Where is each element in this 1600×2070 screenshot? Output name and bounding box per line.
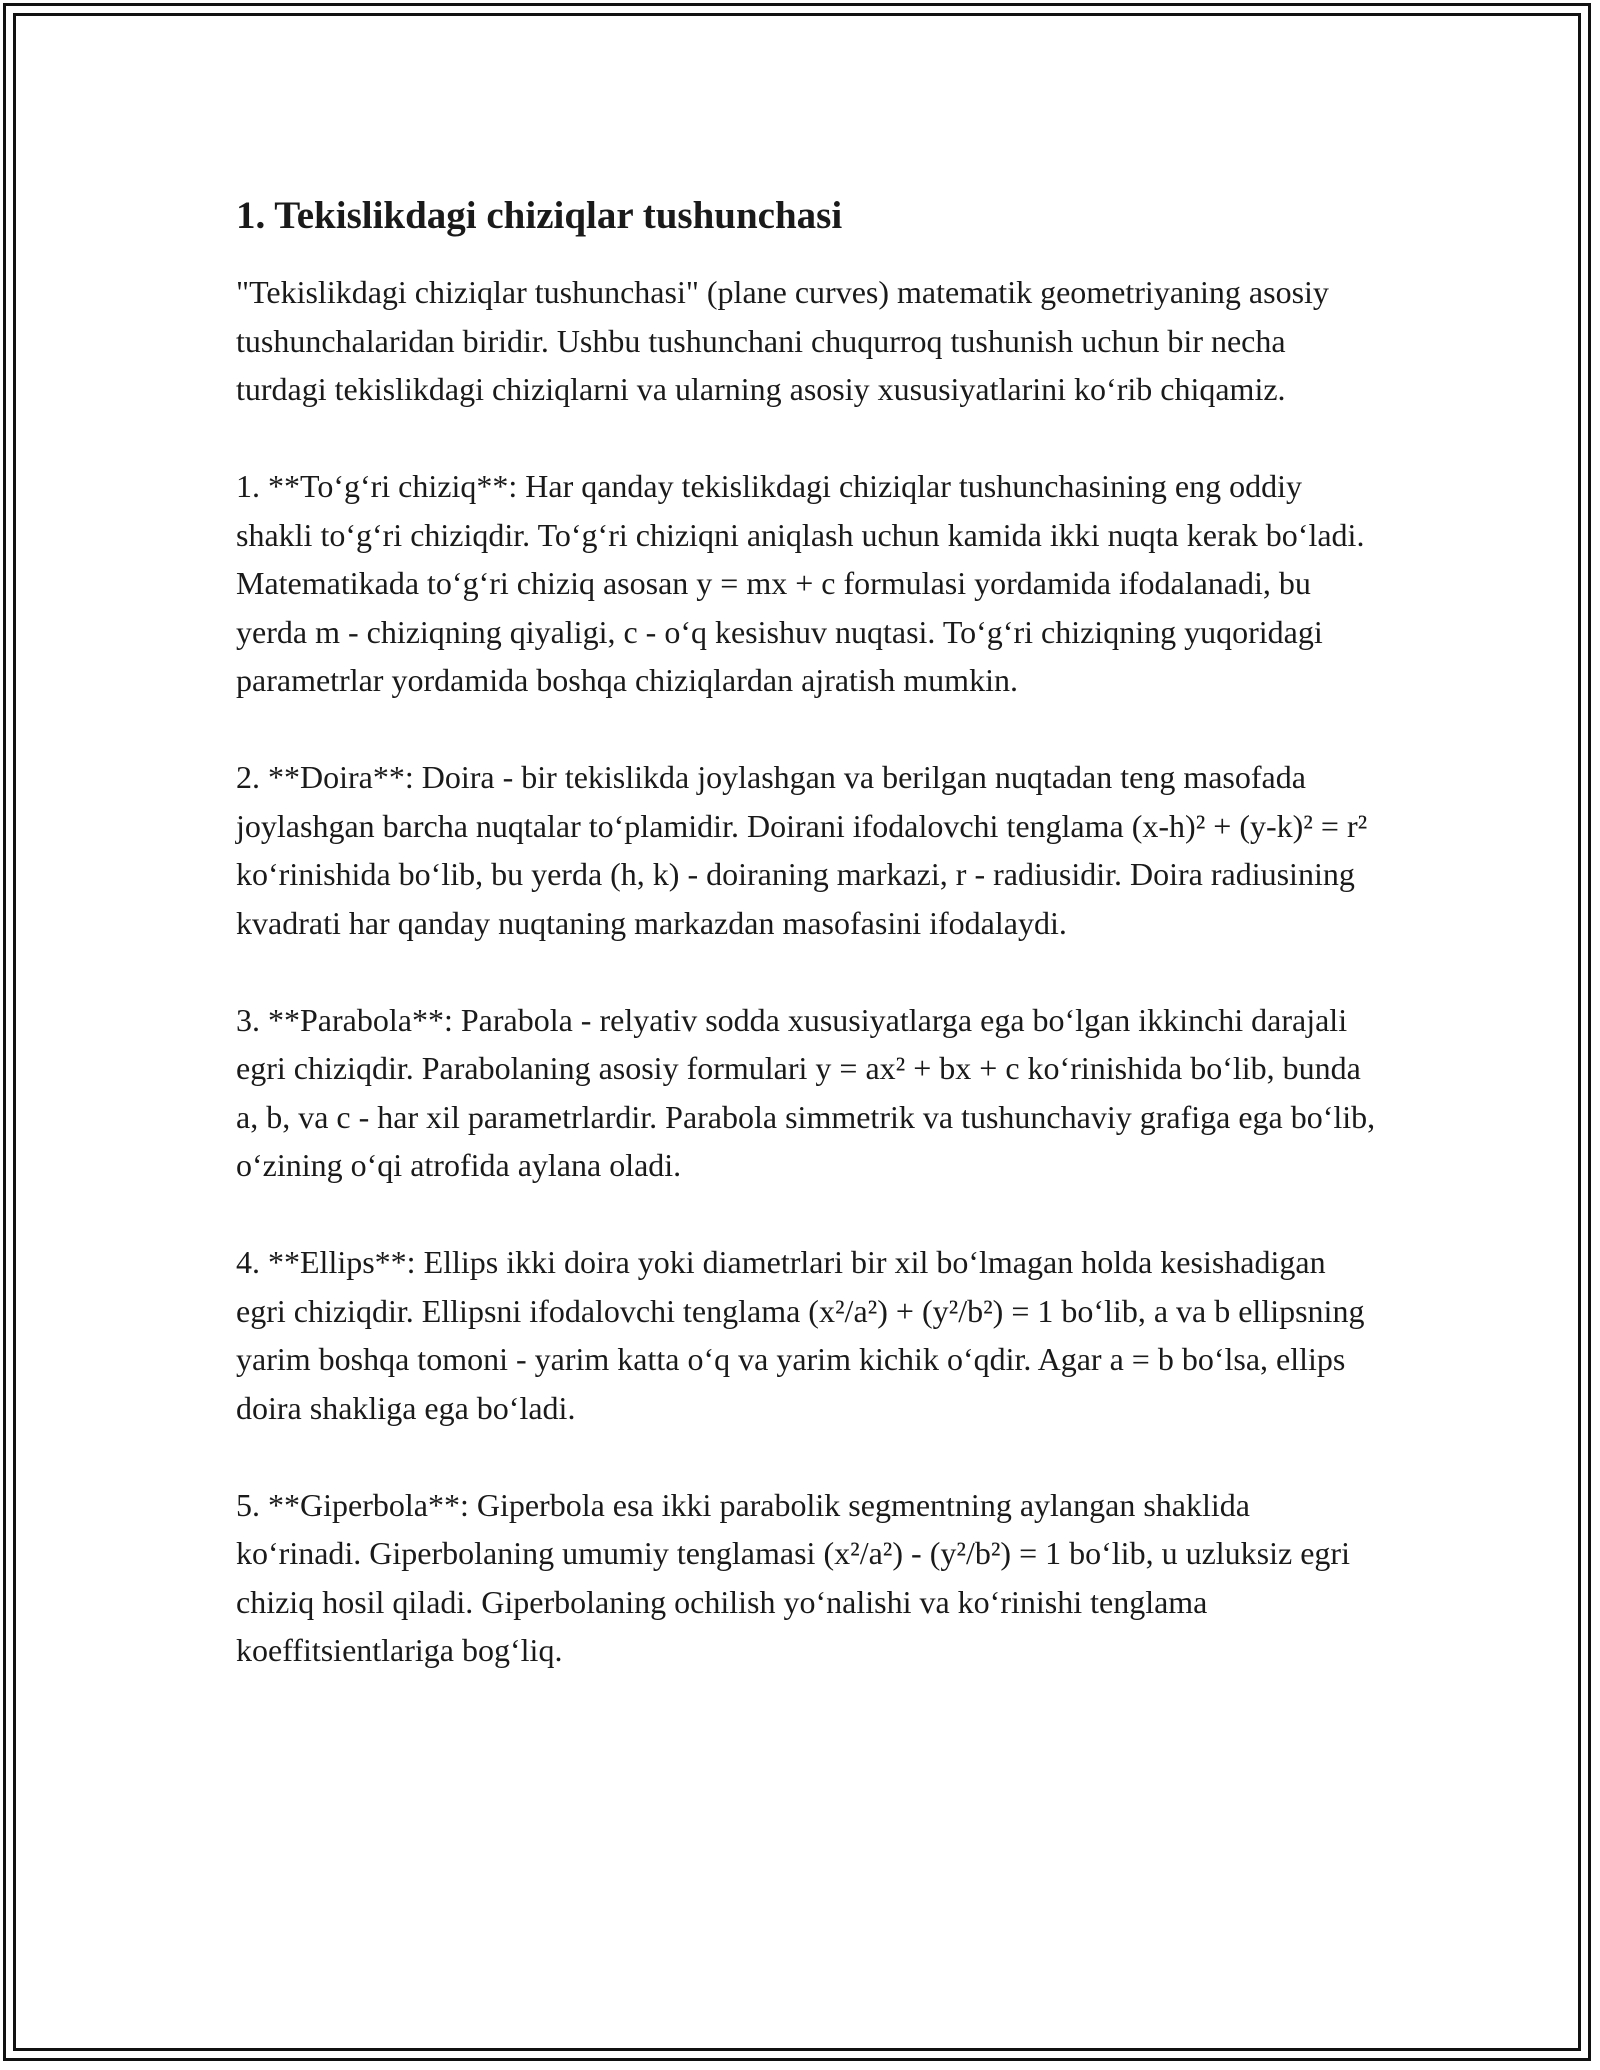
- intro-paragraph: "Tekislikdagi chiziqlar tushunchasi" (plane curves) matematik geometriyaning asosiy tushunchalaridan biridir. Ushbu tushunchani chuqurroq tushunish uchun bir necha turdagi tekislikdagi chiziqlarni va ularning asosiy xususiyatlarini koʻrib chiqamiz.: [236, 274, 1329, 407]
- straight-line-paragraph: 1. **Toʻgʻri chiziq**: Har qanday tekislikdagi chiziqlar tushunchasining eng oddiy shakli toʻgʻri chiziqdir. Toʻgʻri chiziqni aniqlash uchun kamida ikki nuqta kerak boʻladi. Matematikada toʻgʻri chiziq asosan y = mx + c formulasi yordamida ifodalanadi, bu yerda m - chiziqning qiyaligi, c - oʻq kesishuv nuqtasi. Toʻgʻri chiziqning yuqoridagi parametrlar yordamida boshqa chiziqlardan ajratish mumkin.: [236, 468, 1365, 698]
- ellipse-paragraph: 4. **Ellips**: Ellips ikki doira yoki diametrlari bir xil boʻlmagan holda kesishadigan egri chiziqdir. Ellipsni ifodalovchi tenglama (x²/a²) + (y²/b²) = 1 boʻlib, a va b ellipsning yarim boshqa tomoni - yarim katta oʻq va yarim kichik oʻqdir. Agar a = b boʻlsa, ellips doira shakliga ega boʻladi.: [236, 1244, 1365, 1426]
- parabola-paragraph: 3. **Parabola**: Parabola - relyativ sodda xususiyatlarga ega boʻlgan ikkinchi darajali egri chiziqdir. Parabolaning asosiy formulari y = ax² + bx + c koʻrinishida boʻlib, bunda a, b, va c - har xil parametrlardir. Parabola simmetrik va tushunchaviy grafiga ega boʻlib, oʻzining oʻqi atrofida aylana oladi.: [236, 1001, 1376, 1183]
- hyperbola-paragraph: 5. **Giperbola**: Giperbola esa ikki parabolik segmentning aylangan shaklida koʻrinadi. Giperbolaning umumiy tenglamasi (x²/a²) - (y²/b²) = 1 boʻlib, u uzluksiz egri chiziq hosil qiladi. Giperbolaning ochilish yoʻnalishi va koʻrinishi tenglama koeffitsientlariga bogʻliq.: [236, 1486, 1350, 1668]
- circle-paragraph: 2. **Doira**: Doira - bir tekislikda joylashgan va berilgan nuqtadan teng masofada joylashgan barcha nuqtalar toʻplamidir. Doirani ifodalovchi tenglama (x-h)² + (y-k)² = r² koʻrinishida boʻlib, bu yerda (h, k) - doiraning markazi, r - radiusidir. Doira radiusining kvadrati har qanday nuqtaning markazdan masofasini ifodalaydi.: [236, 759, 1368, 941]
- document-body: [236, 190, 1376, 1723]
- document-title: 1. Tekislikdagi chiziqlar tushunchasi: [236, 194, 843, 237]
